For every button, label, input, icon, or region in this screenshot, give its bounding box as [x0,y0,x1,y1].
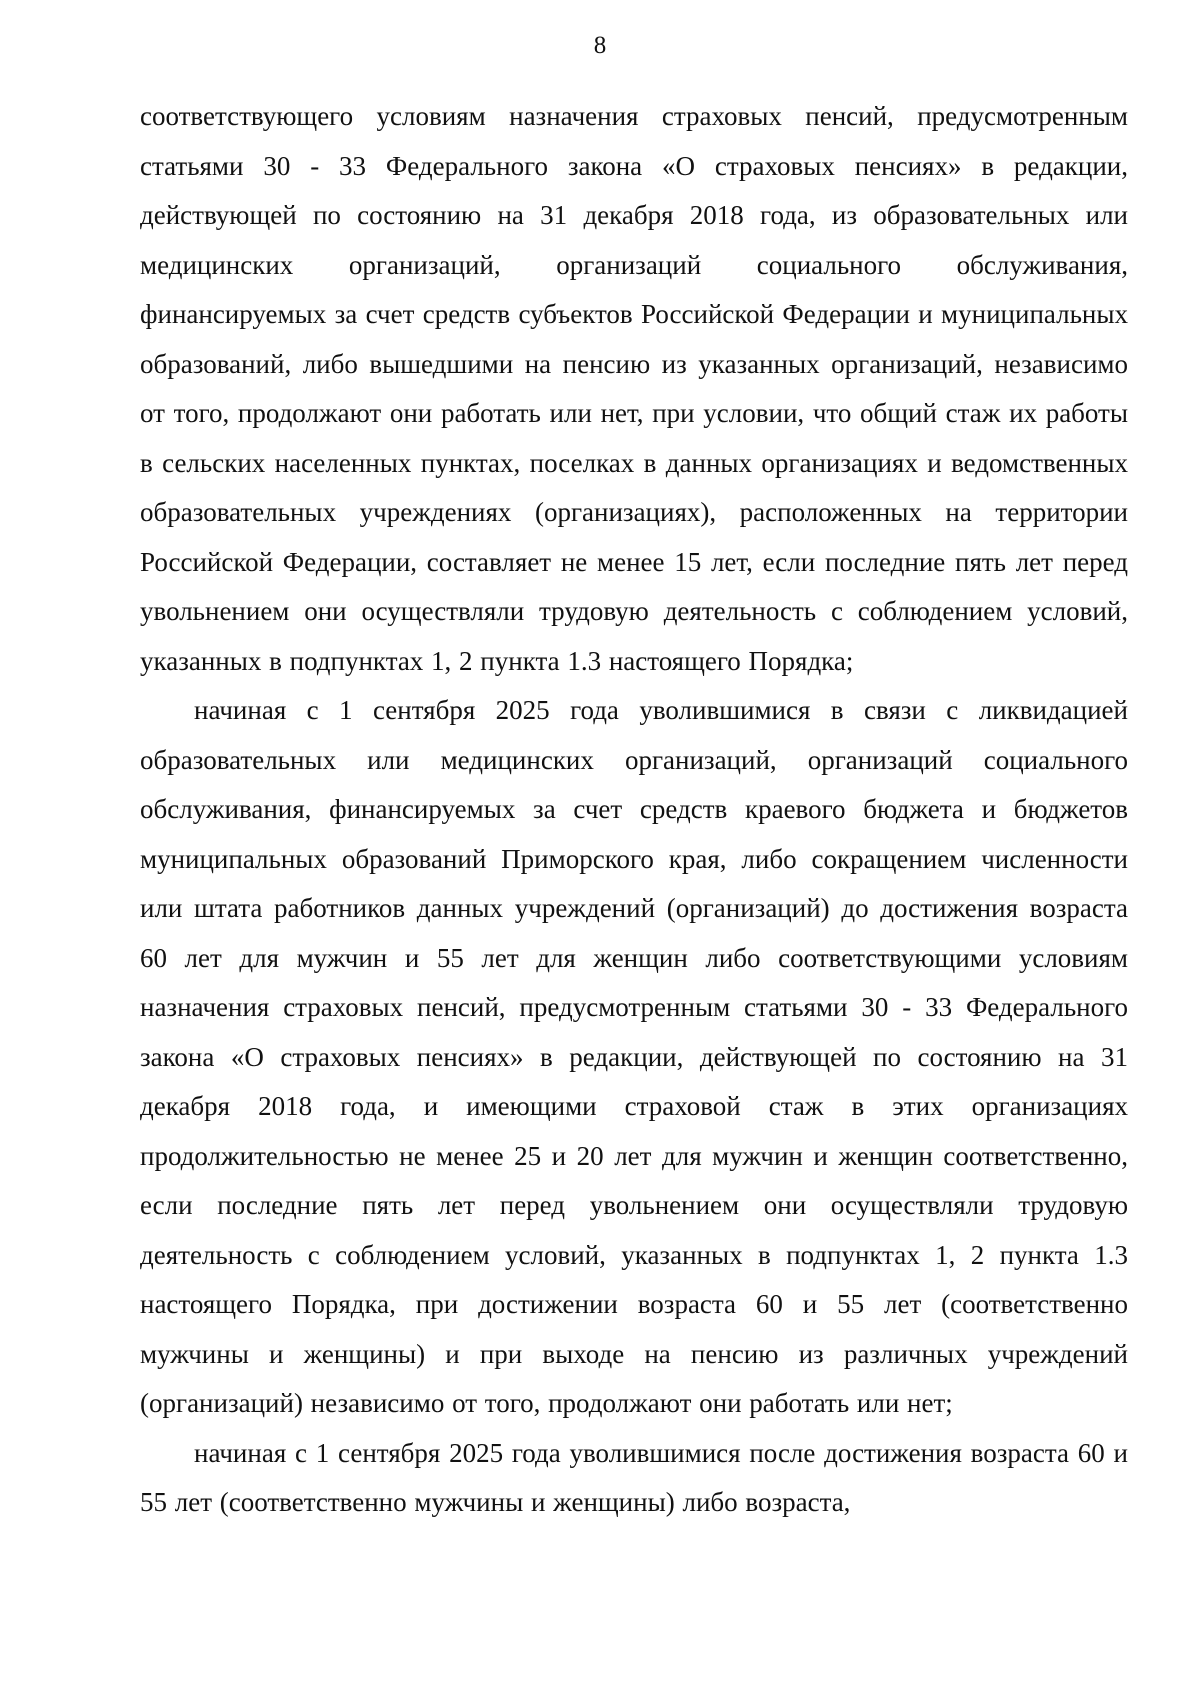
paragraph-continuation: соответствующего условиям назначения страховых пенсий, предусмотренным статьями 30 - 33 Федерального закона «О страховых пенсиях» в редакции, действующей по состоянию на 31 декабря 2018 года, из образовательных или медицинских организаций, организаций социального обслуживания, финансируемых за счет средств субъектов Российской Федерации и муниципальных образований, либо вышедшими на пенсию из указанных организаций, независимо от того, продолжают они работать или нет, при условии, что общий стаж их работы в сельских населенных пунктах, поселках в данных организациях и ведомственных образовательных учреждениях (организациях), расположенных на территории Российской Федерации, составляет не менее 15 лет, если последние пять лет перед увольнением они осуществляли трудовую деятельность с соблюдением условий, указанных в подпунктах 1, 2 пункта 1.3 настоящего Порядка; [140,101,1128,676]
page-number: 8 [593,32,607,59]
document-body [140,92,1128,1528]
paragraph-liquidation: начиная с 1 сентября 2025 года уволившимися в связи с ликвидацией образовательных или медицинских организаций, организаций социального обслуживания, финансируемых за счет средств краевого бюджета и бюджетов муниципальных образований Приморского края, либо сокращением численности или штата работников данных учреждений (организаций) до достижения возраста 60 лет для мужчин и 55 лет для женщин либо соответствующими условиям назначения страховых пенсий, предусмотренным статьями 30 - 33 Федерального закона «О страховых пенсиях» в редакции, действующей по состоянию на 31 декабря 2018 года, и имеющими страховой стаж в этих организациях продолжительностью не менее 25 и 20 лет для мужчин и женщин соответственно, если последние пять лет перед увольнением они осуществляли трудовую деятельность с соблюдением условий, указанных в подпунктах 1, 2 пункта 1.3 настоящего Порядка, при достижении возраста 60 и 55 лет (соответственно мужчины и женщины) и при выходе на пенсию из различных учреждений (организаций) независимо от того, продолжают они работать или нет; [140,695,1128,1418]
paragraph-retirement-age: начиная с 1 сентября 2025 года уволившимися после достижения возраста 60 и 55 лет (соответственно мужчины и женщины) либо возраста, [140,1437,1128,1517]
